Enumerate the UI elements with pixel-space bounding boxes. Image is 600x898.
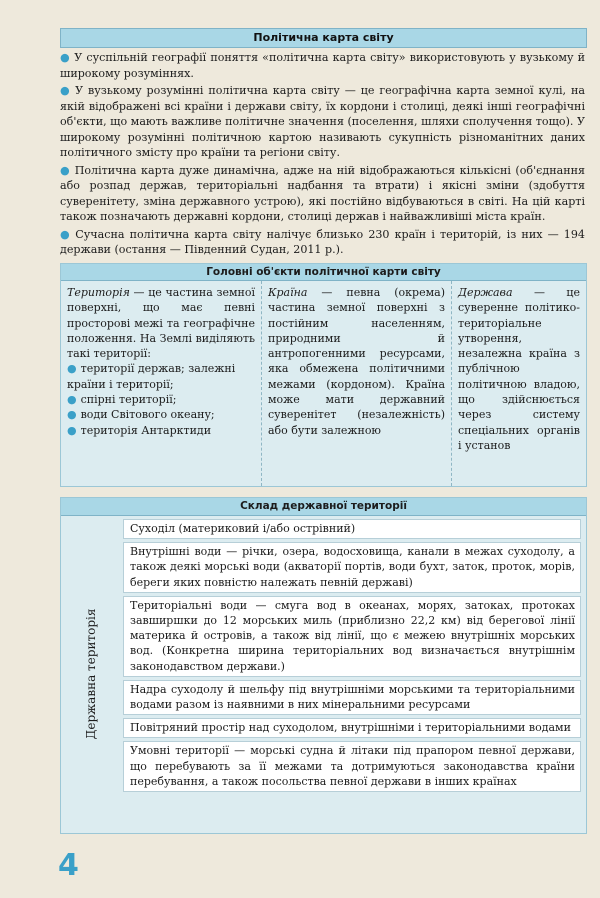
country-column: Країна — певна (окрема) частина земної поверхні з постійним населенням, природними й антропогенними ресурсами, яка обмежена політичними межами (кордоном). Країна може мати державний суверенітет (незалежність) або бути залежною [261,281,451,486]
main-objects-heading: Головні об'єкти політичної карти світу [61,264,586,281]
state-column: Держава — це суверенне політико-територіальне утворення, незалежна країна з публічною політичною владою, що здійснюється через систему спеціальних органів і установ [451,281,586,486]
bullet-icon: ● [67,408,77,422]
bullet-icon: ● [67,423,77,437]
territory-row-conditional: Умовні території — морські судна й літаки під прапором певної держави, що перебувають за її межами та дотримуються законодавства країни перебування, а також посольства певної держави в інших країнах [123,741,581,792]
page-number: 4 [58,848,79,883]
territory-row-land: Суходіл (материковий і/або острівний) [123,519,581,539]
intro-text [60,50,585,260]
bullet-icon: ● [67,393,77,407]
list-item: ● територія Антарктиди [67,423,212,437]
bullet-icon: ● [67,362,77,376]
territory-row-inland-waters: Внутрішні води — річки, озера, водосховища, канали в межах суходолу, а також деякі морські води (акваторії портів, води бухт, заток, проток, морів, береги яких повністю належать певній державі) [123,542,581,593]
state-territory-heading: Склад державної території [61,498,586,516]
main-objects-panel [60,263,587,487]
bullet-icon: ● [60,84,72,97]
bullet-icon: ● [60,163,71,177]
list-item: ● території держав; залежні країни і території; [67,362,236,391]
paragraph: ● Політична карта дуже динамічна, адже на ній відображаються кількісні (об'єднання або розпад держав, територіальні надбання та втрати) і якісні зміни (здобуття суверенітету, зміна державного устрою), які постійно відбуваються в світі. На цій карті також позначають державні кордони, столиці держав і найважливіші міста країн. [60,163,585,223]
list-item: ● води Світового океану; [67,408,215,422]
state-territory-panel [60,497,587,834]
paragraph: ● У суспільній географії поняття «політична карта світу» використовують у вузькому й широкому розуміннях. [60,51,585,80]
state-territory-side-label: Державна територія [84,608,98,740]
term-country: Країна [268,286,308,299]
territory-rows [123,519,581,795]
paragraph: ● У вузькому розумінні політична карта світу — це географічна карта земної кулі, на якій відображені всі країни і держави світу, їх кордони і столиці, деякі інші географічні об'єкти, що мають важливе політичне значення (поселення, шляхи сполучення тощо). У широкому розумінні політичною картою називають сукупність різноманітних даних політичного змісту про країни та регіони світу. [60,84,585,159]
term-state: Держава [458,286,513,299]
bullet-icon: ● [60,227,72,241]
territory-row-territorial-waters: Територіальні води — смуга вод в океанах, морях, затоках, протоках завширшки до 12 морських миль (приблизно 22,2 км) від берегової лінії материка й островів, а також від лінії, що є межею внутрішніх морських вод. (Конкретна ширина територіальних вод визначається внутрішнім законодавством держави.) [123,596,581,677]
territory-column: Територія — це частина земної поверхні, що має певні просторові межі та географічне положення. На Землі виділяють такі території: ● території держав; залежні країни і території; ● спірні території; ● води Світового океану; ● територія Антарктиди [67,286,255,437]
bullet-icon: ● [60,51,71,64]
territory-row-airspace: Повітряний простір над суходолом, внутрішніми і територіальними водами [123,718,581,738]
list-item: ● спірні території; [67,393,177,407]
term-territory: Територія [67,286,130,299]
territory-row-subsoil: Надра суходолу й шельфу під внутрішніми морськими та територіальними водами разом із наявними в них мінеральними ресурсами [123,680,581,715]
paragraph: ● Сучасна політична карта світу налічує близько 230 країн і територій, із них — 194 держави (остання — Південний Судан, 2011 р.). [60,227,585,256]
territory-list [67,361,255,437]
political-map-heading: Політична карта світу [60,28,587,48]
